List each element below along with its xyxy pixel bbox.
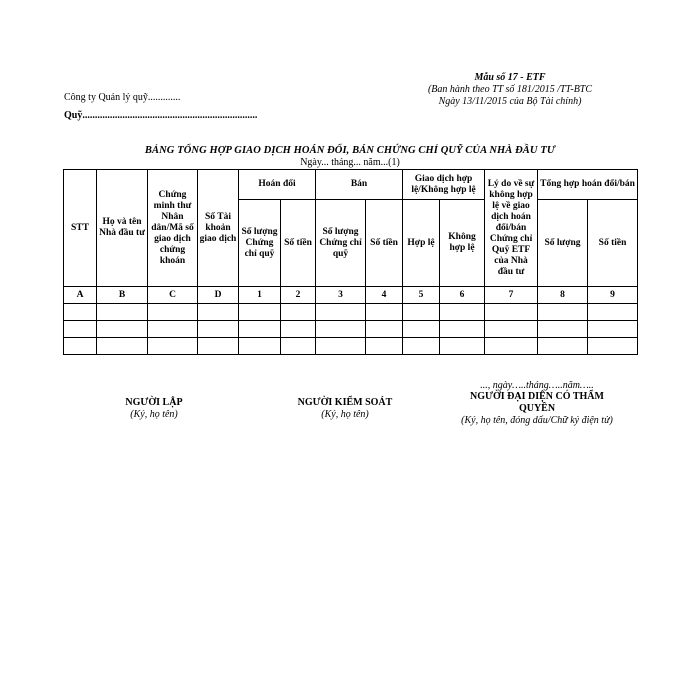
column-code: C [148,287,198,304]
col-total-amount: Số tiền [588,200,638,287]
table-row [64,304,638,321]
table-cell [538,304,588,321]
table-cell [281,338,316,355]
table-cell [440,321,485,338]
document-date-line: Ngày... tháng... năm...(1) [300,157,400,168]
table-cell [538,338,588,355]
form-code-block [400,72,620,108]
table-cell [485,338,538,355]
fund-line: Quỹ...................................................................... [64,110,258,121]
table-cell [316,304,366,321]
table-cell [281,321,316,338]
table-cell [366,321,403,338]
table-cell [316,338,366,355]
preparer-role: NGƯỜI LẬP [125,397,183,408]
table-cell [97,321,148,338]
circular-line-2: Ngày 13/11/2015 của Bộ Tài chính) [438,96,582,107]
preparer-note: (Ký, họ tên) [130,409,178,420]
table-cell [440,304,485,321]
table-cell [97,304,148,321]
column-code: B [97,287,148,304]
table-cell [316,321,366,338]
document-title: BẢNG TỔNG HỢP GIAO DỊCH HOÁN ĐỔI, BÁN CHỨNG CHỈ QUỸ CỦA NHÀ ĐẦU TƯ [144,145,556,156]
col-sell-qty: Số lượng Chứng chỉ quỹ [316,200,366,287]
col-id-number: Chứng minh thư Nhân dân/Mã số giao dịch chứng khoán [148,170,198,287]
controller-role: NGƯỜI KIỂM SOÁT [297,397,393,408]
col-total-qty: Số lượng [538,200,588,287]
table-cell [366,338,403,355]
representative-role: NGƯỜI ĐẠI DIỆN CÓ THẨM QUYỀN [470,391,604,414]
controller-signature-block [280,397,410,421]
form-code: Mẫu số 17 - ETF [474,72,546,83]
col-valid: Hợp lệ [403,200,440,287]
table-cell [485,304,538,321]
table-cell [588,338,638,355]
column-code: 6 [440,287,485,304]
signature-date-line: ..., ngày…..tháng…..năm….. [480,380,594,391]
table-cell [239,321,281,338]
table-cell [403,304,440,321]
representative-note: (Ký, họ tên, đóng dấu/Chữ ký điện tử) [461,415,613,426]
table-row [64,321,638,338]
col-group-validity: Giao dịch hợp lệ/Không hợp lệ [403,170,485,200]
company-line: Công ty Quản lý quỹ............. [64,92,181,103]
controller-note: (Ký, họ tên) [321,409,369,420]
table-cell [148,338,198,355]
column-code: 5 [403,287,440,304]
col-group-total: Tổng hợp hoán đổi/bán [538,170,638,200]
table-cell [485,321,538,338]
table-cell [281,304,316,321]
table-cell [198,321,239,338]
table-cell [239,304,281,321]
representative-signature-block [447,391,627,427]
col-swap-qty: Số lượng Chứng chỉ quỹ [239,200,281,287]
table-cell [64,304,97,321]
table-cell [64,321,97,338]
col-group-swap: Hoán đổi [239,170,316,200]
table-cell [198,338,239,355]
transaction-summary-table [63,169,638,355]
table-cell [440,338,485,355]
col-swap-amount: Số tiền [281,200,316,287]
table-cell [366,304,403,321]
table-cell [64,338,97,355]
preparer-signature-block [104,397,204,421]
col-group-sell: Bán [316,170,403,200]
col-sell-amount: Số tiền [366,200,403,287]
col-invalid: Không hợp lệ [440,200,485,287]
table-cell [148,304,198,321]
table-cell [403,338,440,355]
column-code: 2 [281,287,316,304]
column-code: A [64,287,97,304]
table-row [64,338,638,355]
table-cell [198,304,239,321]
circular-line-1: (Ban hành theo TT số 181/2015 /TT-BTC [427,84,593,95]
table-cell [403,321,440,338]
table-cell [538,321,588,338]
column-code: 8 [538,287,588,304]
table-cell [239,338,281,355]
column-code-row [64,287,638,304]
col-stt: STT [64,170,97,287]
column-code: 1 [239,287,281,304]
column-code: 7 [485,287,538,304]
column-code: 4 [366,287,403,304]
col-account: Số Tài khoản giao dịch [198,170,239,287]
table-cell [148,321,198,338]
table-cell [588,321,638,338]
col-investor-name: Họ và tên Nhà đầu tư [97,170,148,287]
col-invalid-reason: Lý do về sự không hợp lệ về giao dịch hoán đổi/bán Chứng chỉ Quỹ ETF của Nhà đầu tư [485,170,538,287]
column-code: 9 [588,287,638,304]
table-cell [588,304,638,321]
table-cell [97,338,148,355]
column-code: D [198,287,239,304]
column-code: 3 [316,287,366,304]
